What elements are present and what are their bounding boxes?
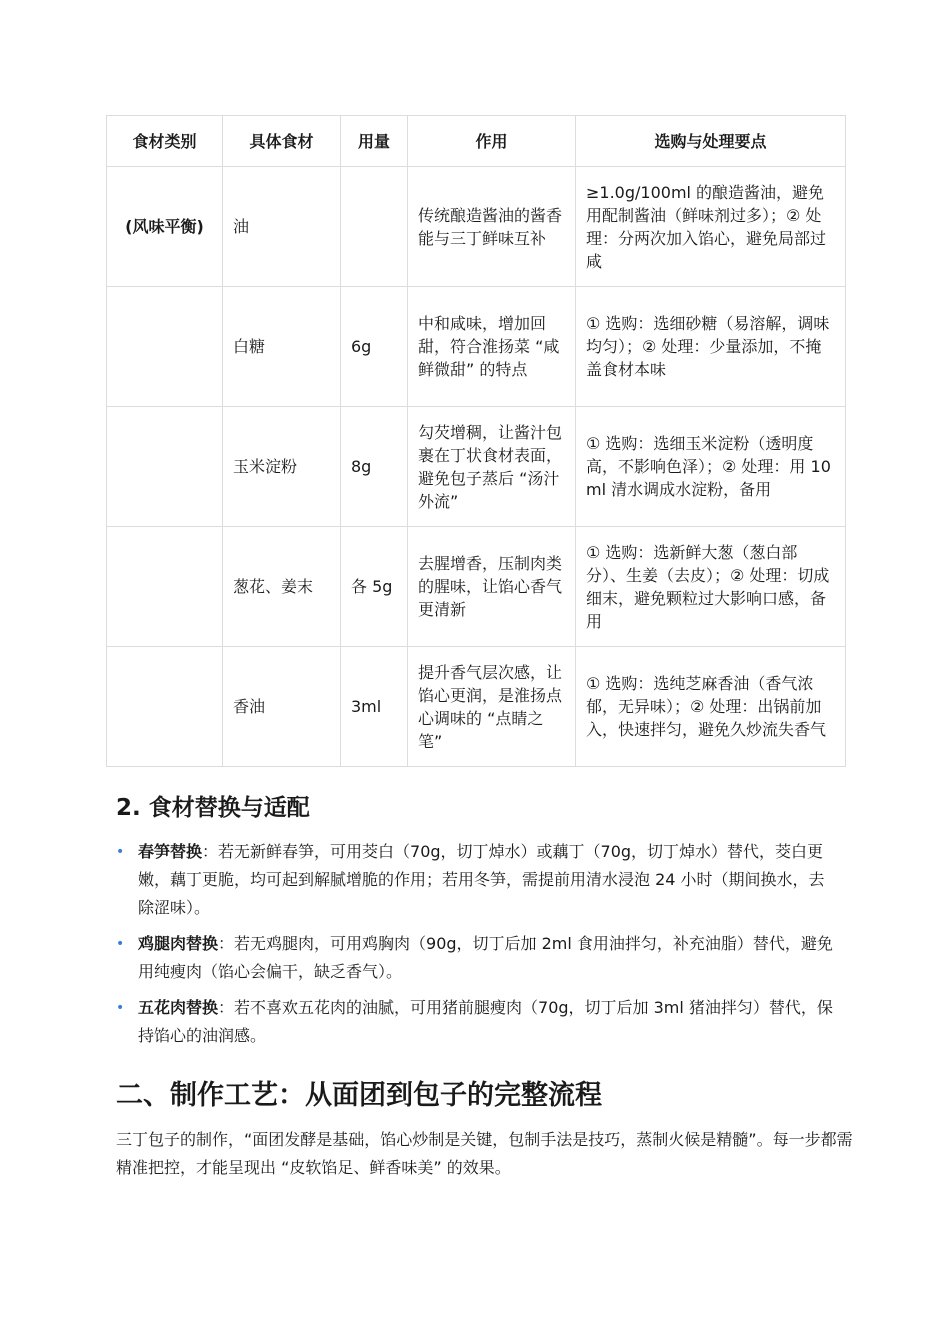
cell-tips: ① 选购：选细砂糖（易溶解，调味均匀）；② 处理：少量添加，不掩盖食材本味 [576, 287, 846, 407]
cell-ingredient: 油 [223, 167, 341, 287]
header-amount: 用量 [341, 116, 408, 167]
item-text: ：若无新鲜春笋，可用茭白（70g，切丁焯水）或藕丁（70g，切丁焯水）替代，茭白更嫩，藕丁更脆，均可起到解腻增脆的作用；若用冬笋，需提前用清水浸泡 24 小时（期间换水，去除涩味）。 [138, 842, 825, 917]
table-row [107, 287, 846, 407]
cell-amount: 8g [341, 407, 408, 527]
cell-ingredient: 葱花、姜末 [223, 527, 341, 647]
cell-category [107, 527, 223, 647]
section-heading: 二、制作工艺：从面团到包子的完整流程 [116, 1080, 602, 1111]
list-item [116, 838, 836, 922]
item-text: ：若不喜欢五花肉的油腻，可用猪前腿瘦肉（70g，切丁后加 3ml 猪油拌匀）替代，保持馅心的油润感。 [138, 998, 833, 1045]
header-category: 食材类别 [107, 116, 223, 167]
bullet-icon: • [116, 1000, 125, 1016]
cell-tips: ① 选购：选细玉米淀粉（透明度高，不影响色泽）；② 处理：用 10ml 清水调成水淀粉，备用 [576, 407, 846, 527]
cell-category [107, 287, 223, 407]
cell-amount: 各 5g [341, 527, 408, 647]
section-intro: 三丁包子的制作，“面团发酵是基础，馅心炒制是关键，包制手法是技巧，蒸制火候是精髓”。每一步都需精准把控，才能呈现出 “皮软馅足、鲜香味美” 的效果。 [116, 1130, 853, 1177]
cell-role: 提升香气层次感，让馅心更润，是淮扬点心调味的 “点睛之笔” [408, 647, 576, 767]
cell-ingredient: 白糖 [223, 287, 341, 407]
cell-tips: ① 选购：选纯芝麻香油（香气浓郁，无异味）；② 处理：出锅前加入，快速拌匀，避免久炒流失香气 [576, 647, 846, 767]
cell-category: (风味平衡) [107, 167, 223, 287]
cell-amount: 6g [341, 287, 408, 407]
list-item [116, 930, 836, 986]
item-text: ：若无鸡腿肉，可用鸡胸肉（90g，切丁后加 2ml 食用油拌匀，补充油脂）替代，避免用纯瘦肉（馅心会偏干，缺乏香气）。 [138, 934, 833, 981]
bullet-icon: • [116, 844, 125, 860]
substitution-heading: 2. 食材替换与适配 [116, 795, 310, 821]
cell-role: 传统酿造酱油的酱香能与三丁鲜味互补 [408, 167, 576, 287]
cell-category [107, 647, 223, 767]
ingredient-table [106, 115, 846, 767]
header-tips: 选购与处理要点 [576, 116, 846, 167]
table-header-row [107, 116, 846, 167]
cell-ingredient: 香油 [223, 647, 341, 767]
table-row [107, 527, 846, 647]
cell-category [107, 407, 223, 527]
header-ingredient: 具体食材 [223, 116, 341, 167]
table-row [107, 407, 846, 527]
cell-role: 去腥增香，压制肉类的腥味，让馅心香气更清新 [408, 527, 576, 647]
table-row [107, 647, 846, 767]
cell-role: 勾芡增稠，让酱汁包裹在丁状食材表面，避免包子蒸后 “汤汁外流” [408, 407, 576, 527]
cell-amount: 3ml [341, 647, 408, 767]
bullet-icon: • [116, 936, 125, 952]
list-item [116, 994, 836, 1050]
cell-tips: ① 选购：选新鲜大葱（葱白部分）、生姜（去皮）；② 处理：切成细末，避免颗粒过大影响口感，备用 [576, 527, 846, 647]
cell-ingredient: 玉米淀粉 [223, 407, 341, 527]
item-title: 鸡腿肉替换 [138, 934, 219, 953]
item-title: 五花肉替换 [138, 998, 219, 1017]
header-role: 作用 [408, 116, 576, 167]
item-title: 春笋替换 [138, 842, 203, 861]
table-row [107, 167, 846, 287]
cell-amount [341, 167, 408, 287]
substitution-list [116, 838, 836, 1058]
cell-tips: ≥1.0g/100ml 的酿造酱油，避免用配制酱油（鲜味剂过多）；② 处理：分两次加入馅心，避免局部过咸 [576, 167, 846, 287]
cell-role: 中和咸味，增加回甜，符合淮扬菜 “咸鲜微甜” 的特点 [408, 287, 576, 407]
